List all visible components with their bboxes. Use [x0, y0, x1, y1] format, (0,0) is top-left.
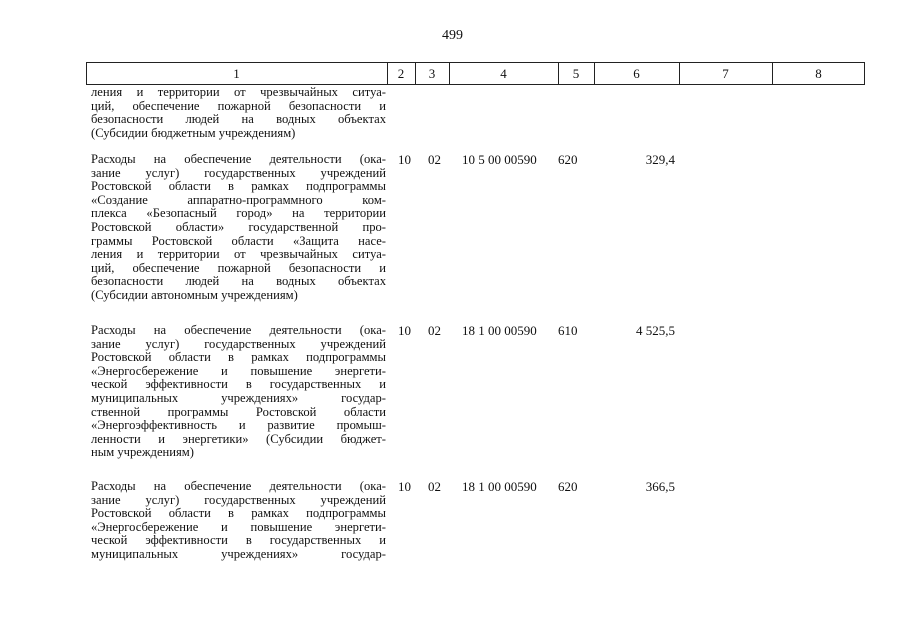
- table-grid-line: [679, 62, 680, 84]
- subsection-code: 02: [428, 323, 441, 338]
- expense-type-code: 620: [558, 152, 578, 167]
- description-line: ленности и энергетики» (Субсидии бюджет-: [91, 431, 386, 446]
- expense-type-code: 610: [558, 323, 578, 338]
- table-grid-line: [558, 62, 559, 84]
- table-grid-line: [594, 62, 595, 84]
- target-article-code: 10 5 00 00590: [462, 152, 537, 167]
- description-line: муниципальных учреждениях» государ-: [91, 390, 386, 405]
- header-cell-7: 7: [722, 66, 729, 81]
- target-article-code: 18 1 00 00590: [462, 479, 537, 494]
- table-grid-line: [449, 62, 450, 84]
- description-line: Ростовской области в рамках подпрограммы: [91, 179, 386, 194]
- description-line: ным учреждениям): [91, 445, 194, 460]
- section-code: 10: [398, 152, 411, 167]
- subsection-code: 02: [428, 152, 441, 167]
- description-line: зание услуг) государственных учреждений: [91, 492, 386, 507]
- row-description: [91, 86, 386, 140]
- description-line: ческой эффективности в государственных и: [91, 377, 386, 392]
- description-line: муниципальных учреждениях» государ-: [91, 546, 386, 561]
- description-line: (Субсидии автономным учреждениям): [91, 287, 298, 302]
- header-cell-5: 5: [572, 66, 580, 81]
- description-line: «Энергоэффективность и развитие промыш-: [91, 418, 386, 433]
- section-code: 10: [398, 323, 411, 338]
- description-line: ций, обеспечение пожарной безопасности и: [91, 98, 386, 113]
- description-line: Ростовской области в рамках подпрограммы: [91, 350, 386, 365]
- header-cell-6: 6: [633, 66, 640, 81]
- header-cell-4: 4: [500, 66, 507, 81]
- description-line: ственной программы Ростовской области: [91, 404, 386, 419]
- section-code: 10: [398, 479, 411, 494]
- description-line: Расходы на обеспечение деятельности (ока-: [91, 152, 386, 166]
- description-line: ления и территории от чрезвычайных ситуа-: [91, 85, 386, 99]
- row-description: [91, 324, 386, 460]
- table-grid-line: [864, 62, 865, 84]
- header-cell-3: 3: [428, 66, 436, 81]
- description-line: граммы Ростовской области «Защита насе-: [91, 233, 386, 248]
- description-line: (Субсидии бюджетным учреждениям): [91, 125, 296, 140]
- subsection-code: 02: [428, 479, 441, 494]
- description-line: «Энергосбережение и повышение энергети-: [91, 363, 386, 378]
- page-number: 499: [442, 28, 463, 43]
- header-cell-8: 8: [815, 66, 822, 81]
- description-line: Расходы на обеспечение деятельности (ока-: [91, 323, 386, 337]
- expense-type-code: 620: [558, 479, 578, 494]
- row-description: [91, 153, 386, 303]
- budget-table: [86, 62, 865, 622]
- header-cell-2: 2: [397, 66, 405, 81]
- description-line: ций, обеспечение пожарной безопасности и: [91, 260, 386, 275]
- table-grid-line: [772, 62, 773, 84]
- description-line: ческой эффективности в государственных и: [91, 533, 386, 548]
- description-line: Ростовской области в рамках подпрограммы: [91, 506, 386, 521]
- description-line: «Создание аппаратно-программного ком-: [91, 192, 386, 207]
- description-line: Расходы на обеспечение деятельности (ока-: [91, 479, 386, 493]
- header-cell-1: 1: [233, 66, 240, 81]
- amount-value: 329,4: [645, 152, 675, 167]
- description-line: Ростовской области» государственной про-: [91, 219, 386, 234]
- table-grid-line: [387, 62, 388, 84]
- description-line: «Энергосбережение и повышение энергети-: [91, 519, 386, 534]
- amount-value: 366,5: [645, 479, 675, 494]
- description-line: безопасности людей на водных объектах: [91, 112, 386, 127]
- table-header-row: [86, 62, 865, 85]
- table-grid-line: [415, 62, 416, 84]
- target-article-code: 18 1 00 00590: [462, 323, 537, 338]
- description-line: плекса «Безопасный город» на территории: [91, 206, 386, 221]
- description-line: зание услуг) государственных учреждений: [91, 336, 386, 351]
- row-description: [91, 480, 386, 562]
- description-line: зание услуг) государственных учреждений: [91, 165, 386, 180]
- description-line: безопасности людей на водных объектах: [91, 274, 386, 289]
- table-grid-line: [86, 62, 87, 84]
- amount-value: 4 525,5: [636, 323, 675, 338]
- description-line: ления и территории от чрезвычайных ситуа-: [91, 247, 386, 262]
